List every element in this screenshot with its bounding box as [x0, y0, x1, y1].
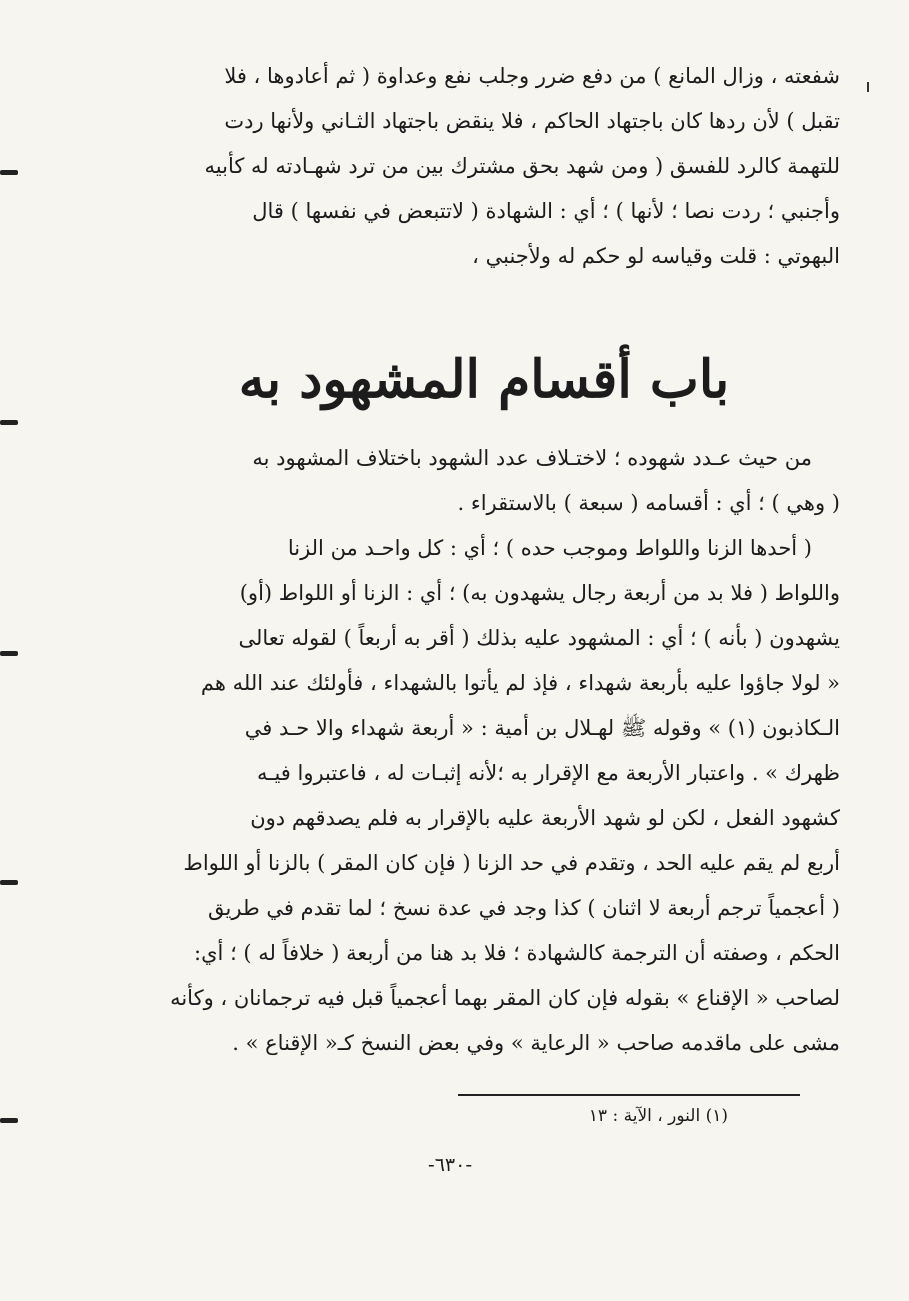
text-line: وأجنبي ؛ ردت نصا ؛ لأنها ) ؛ أي : الشهادة ( لاتتبعض في نفسها ) قال — [252, 199, 840, 223]
text-line: تقبل ) لأن ردها كان باجتهاد الحاكم ، فلا ينقض باجتهاد الثـاني ولأنها ردت — [224, 109, 840, 133]
text-line: « لولا جاؤوا عليه بأربعة شهداء ، فإذ لم يأتوا بالشهداء ، فأولئك عند الله هم — [200, 671, 840, 695]
body-paragraph-2 — [128, 526, 840, 1066]
left-margin-mark — [0, 1118, 18, 1123]
left-margin-mark — [0, 420, 18, 425]
text-line: واللواط ( فلا بد من أربعة رجال يشهدون به) ؛ أي : الزنا أو اللواط (أو) — [239, 581, 840, 605]
right-margin-tick — [867, 82, 869, 92]
text-line: الـكاذبون (١) » وقوله ﷺ لهـلال بن أمية : « أربعة شهداء والا حـد في — [244, 716, 840, 740]
text-line: أربع لم يقم عليه الحد ، وتقدم في حد الزنا ( فإن كان المقر ) بالزنا أو اللواط — [183, 851, 840, 875]
left-margin-mark — [0, 880, 18, 885]
footnote: (١) النور ، الآية : ١٣ — [588, 1106, 728, 1126]
footnote-divider — [458, 1094, 800, 1096]
text-line: الحكم ، وصفته أن الترجمة كالشهادة ؛ فلا بد هنا من أربعة ( خلافاً له ) ؛ أي: — [194, 941, 840, 965]
text-line: من حيث عـدد شهوده ؛ لاختـلاف عدد الشهود باختلاف المشهود به — [252, 446, 812, 470]
text-line: للتهمة كالرد للفسق ( ومن شهد بحق مشترك بين من ترد شهـادته له كأبيه — [204, 154, 840, 178]
top-paragraph — [128, 54, 840, 279]
text-line: ( أحدها الزنا واللواط وموجب حده ) ؛ أي : كل واحـد من الزنا — [287, 536, 812, 560]
section-title: باب أقسام المشهود به — [238, 349, 730, 410]
left-margin-mark — [0, 170, 18, 175]
text-line: يشهدون ( بأنه ) ؛ أي : المشهود عليه بذلك ( أقر به أربعاً ) لقوله تعالى — [238, 626, 840, 650]
text-line: ( وهي ) ؛ أي : أقسامه ( سبعة ) بالاستقراء . — [457, 491, 840, 515]
text-line: كشهود الفعل ، لكن لو شهد الأربعة عليه بالإقرار به فلم يصدقهم دون — [250, 806, 840, 830]
text-line: ( أعجمياً ترجم أربعة لا اثنان ) كذا وجد في عدة نسخ ؛ لما تقدم في طريق — [208, 896, 840, 920]
text-line: شفعته ، وزال المانع ) من دفع ضرر وجلب نفع وعداوة ( ثم أعادوها ، فلا — [224, 64, 840, 88]
text-line: البهوتي : قلت وقياسه لو حكم له ولأجنبي ، — [472, 244, 840, 268]
page-number: -٦٣٠- — [427, 1154, 473, 1176]
body-paragraph-1 — [128, 436, 840, 526]
left-margin-mark — [0, 651, 18, 656]
text-line: مشى على ماقدمه صاحب « الرعاية » وفي بعض النسخ كـ« الإقناع » . — [232, 1031, 840, 1055]
text-line: لصاحب « الإقناع » بقوله فإن كان المقر بهما أعجمياً قبل فيه ترجمانان ، وكأنه — [170, 986, 840, 1010]
text-line: ظهرك » . واعتبار الأربعة مع الإقرار به ؛لأنه إثبـات له ، فاعتبروا فيـه — [257, 761, 840, 785]
